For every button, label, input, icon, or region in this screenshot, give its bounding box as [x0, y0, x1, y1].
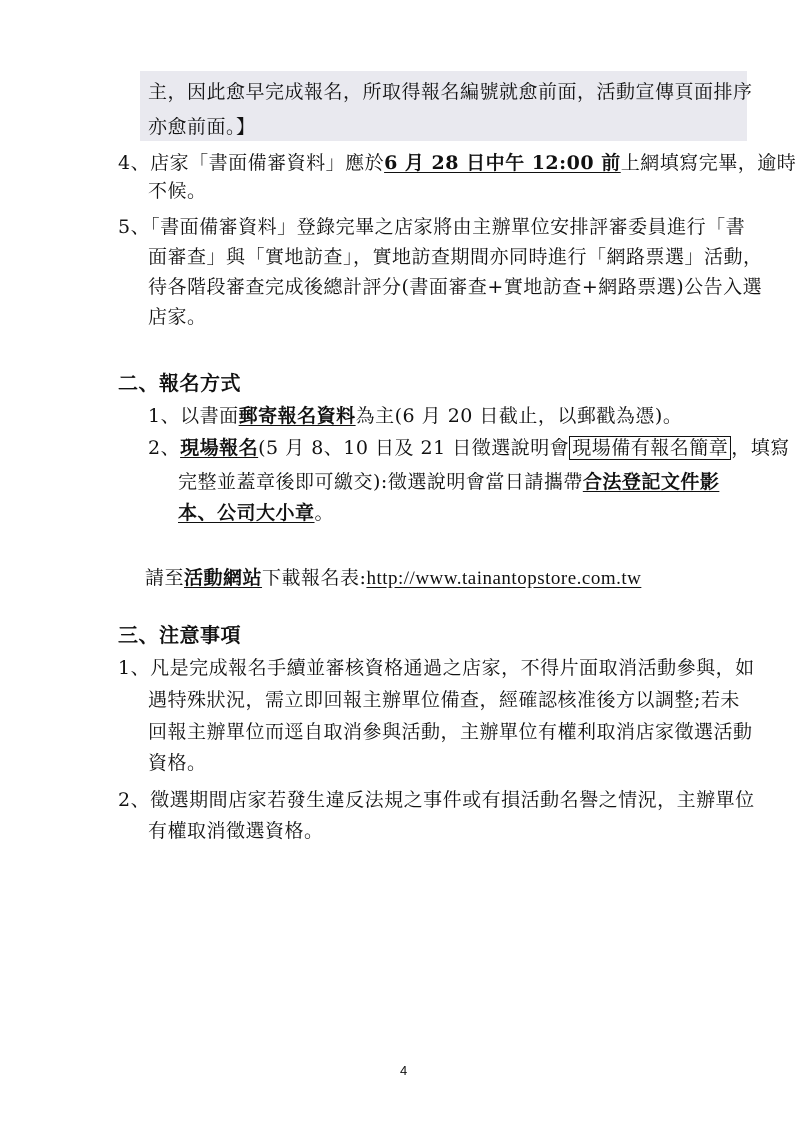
section-3-item-1-line-1: 1、凡是完成報名手續並審核資格通過之店家，不得片面取消活動參與，如: [118, 657, 755, 679]
section-2-item-2-mid: (5 月 8、10 日及 21 日徵選說明會: [258, 437, 570, 459]
section-2-item-2-bold: 現場報名: [180, 437, 259, 459]
section-3-item-1-line-3: 回報主辦單位而逕自取消參與活動，主辦單位有權利取消店家徵選活動: [148, 721, 753, 743]
section-2-item-2-line-3: [178, 500, 334, 526]
section-2-item-2-boxed: 現場備有報名簡章: [569, 436, 731, 460]
download-mid: 下載報名表:: [262, 567, 367, 589]
section-2-item-2-line-3-suffix: 。: [314, 502, 335, 524]
page-number: 4: [400, 1063, 408, 1078]
section-2-item-1-suffix: 為主(6 月 20 日截止，以郵戳為憑)。: [355, 405, 683, 427]
item-4-deadline: 6 月 28 日中午 12:00 前: [384, 152, 621, 174]
item-4-prefix: 4、店家「書面備審資料」應於: [118, 152, 385, 174]
continued-text-line-1: 主，因此愈早完成報名，所取得報名編號就愈前面，活動宣傳頁面排序: [148, 81, 753, 103]
item-4-line-1: [118, 150, 796, 176]
section-2-item-2-line-2: [178, 469, 719, 495]
section-3-heading: 三、注意事項: [118, 623, 241, 647]
item-5-line-1: 5、「書面備審資料」登錄完畢之店家將由主辦單位安排評審委員進行「書: [118, 216, 746, 238]
section-2-item-2-line-1: [148, 435, 790, 461]
section-2-item-2-line-2-bold: 合法登記文件影: [582, 471, 720, 493]
section-2-heading: 二、報名方式: [118, 371, 241, 395]
section-2-item-2-prefix: 2、: [148, 437, 181, 459]
section-3-item-1-line-4: 資格。: [148, 752, 207, 774]
section-3-item-2-line-2: 有權取消徵選資格。: [148, 820, 324, 842]
item-4-suffix: 上網填寫完畢，逾時: [620, 152, 797, 174]
download-line: [145, 565, 641, 592]
section-2-item-1-prefix: 1、以書面: [148, 405, 239, 427]
continued-text-line-2: 亦愈前面。】: [148, 116, 256, 138]
section-3-item-2-line-1: 2、徵選期間店家若發生違反法規之事件或有損活動名譽之情況，主辦單位: [118, 789, 755, 811]
section-3-item-1-line-2: 遇特殊狀況，需立即回報主辦單位備查，經確認核准後方以調整;若未: [148, 689, 740, 711]
section-2-item-1: [148, 403, 682, 429]
section-2-item-2-suffix: ，填寫: [731, 437, 790, 459]
download-url-link[interactable]: http://www.tainantopstore.com.tw: [366, 568, 642, 589]
item-5-line-3: 待各階段審查完成後總計評分(書面審查+實地訪查+網路票選)公告入選: [148, 276, 763, 298]
item-4-line-2: 不候。: [148, 180, 207, 202]
section-2-item-1-bold: 郵寄報名資料: [238, 405, 356, 427]
download-site-label: 活動網站: [184, 567, 263, 589]
download-prefix: 請至: [145, 567, 185, 589]
section-2-item-2-line-2-prefix: 完整並蓋章後即可繳交):徵選說明會當日請攜帶: [178, 471, 583, 493]
item-5-line-2: 面審查」與「實地訪查」，實地訪查期間亦同時進行「網路票選」活動，: [148, 246, 763, 268]
section-2-item-2-line-3-bold: 本、公司大小章: [178, 502, 315, 524]
item-5-line-4: 店家。: [148, 306, 207, 328]
